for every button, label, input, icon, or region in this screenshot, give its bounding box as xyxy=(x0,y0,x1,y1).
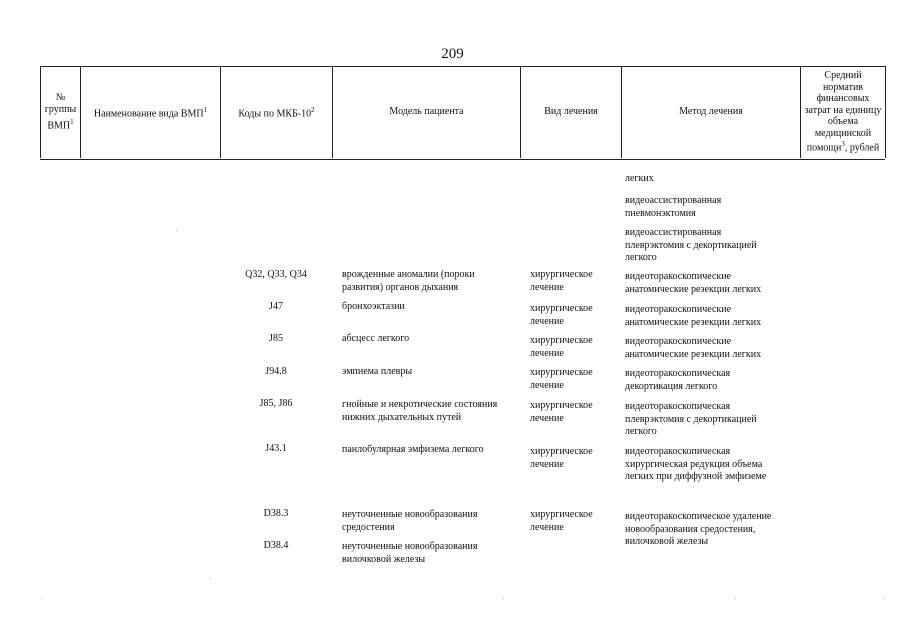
table-row-code: J85 xyxy=(269,333,283,344)
table-row-method: видеоторакоскопическая хирургическая редукция объема легких при диффузной эмфиземе xyxy=(625,446,767,482)
footnote-marker: 1 xyxy=(203,105,208,114)
table-row-model: гнойные и некротические состояния нижних дыхательных путей xyxy=(342,399,498,423)
scan-speck xyxy=(210,578,211,579)
footnote-marker: 2 xyxy=(311,105,315,114)
table-row-treatment: хирургическое лечение xyxy=(530,335,593,359)
header-icd-codes: Коды по МКБ-$10^2$ xyxy=(238,105,315,120)
table-row-code: J43.1 xyxy=(265,443,287,454)
table-row-code: J94.8 xyxy=(265,366,287,377)
footnote-marker: 3 xyxy=(841,140,845,149)
table-row-treatment: хирургическое лечение xyxy=(530,400,593,424)
scan-speck xyxy=(41,598,42,599)
table-row-model: бронхоэктазии xyxy=(342,301,405,312)
table-row-code: D38.3 xyxy=(263,508,289,519)
table-row-model: врожденные аномалии (пороки развития) органов дыхания xyxy=(342,269,475,293)
table-row-method: видеоторакоскопическое удаление новообразования средостения, вилочковой железы xyxy=(625,511,772,547)
header-treatment-method: Метод лечения xyxy=(679,106,743,117)
scan-speck xyxy=(884,598,885,599)
header-vmp-name: Наименование вида ВМП$^1$ xyxy=(93,105,208,120)
table-row-treatment: хирургическое лечение xyxy=(530,269,593,293)
table-row-method: видеоторакоскопическая плеврэктомия с декортикацией легкого xyxy=(625,401,757,437)
header-group-line-2: группы xyxy=(44,103,77,115)
header-treatment-type: Вид лечения xyxy=(544,106,598,117)
table-row-method: видеоторакоскопические анатомические резекции легких xyxy=(625,336,762,360)
table-row-code: J47 xyxy=(269,301,283,312)
table-row-method: видеоторакоскопические анатомические резекции легких xyxy=(625,271,762,295)
page-number: 209 xyxy=(441,46,464,62)
table-row-code: Q32, Q33, Q34 xyxy=(245,269,307,280)
scan-speck xyxy=(176,230,177,231)
table-row-treatment: хирургическое лечение xyxy=(530,446,593,470)
header-divider xyxy=(885,66,886,158)
table-row-treatment: хирургическое лечение xyxy=(530,303,593,327)
table-row-model: абсцесс легкого xyxy=(342,333,410,344)
header-average-cost: Средний норматив финансовых затрат на единицу объема медицинской помощи$^3$, рублей xyxy=(804,70,882,154)
table-row-model: панлобулярная эмфизема легкого xyxy=(342,444,484,455)
table-row-method: видеоторакоскопические анатомические резекции легких xyxy=(625,304,762,328)
table-row-model: неуточненные новообразования вилочковой железы xyxy=(342,541,478,565)
continued-method: легких xyxy=(625,173,654,184)
table-row-method: видеоторакоскопическая декортикация легкого xyxy=(625,368,731,392)
table-row-treatment: хирургическое лечение xyxy=(530,367,593,391)
continued-method: видеоассистированная плеврэктомия с декортикацией легкого xyxy=(625,227,757,263)
table-row-code: J85, J86 xyxy=(259,398,293,409)
header-group-line-1: № xyxy=(55,91,66,103)
header-group-number xyxy=(41,66,80,158)
continued-method: видеоассистированная пневмонэктомия xyxy=(625,195,722,219)
table-row-treatment: хирургическое лечение xyxy=(530,509,593,533)
header-group-line-3: ВМП xyxy=(47,120,71,132)
table-row-model: неуточненные новообразования средостения xyxy=(342,509,478,533)
footnote-marker: 1 xyxy=(70,117,74,126)
table-row-model: эмпиема плевры xyxy=(342,366,413,377)
table-row-code: D38.4 xyxy=(263,540,289,551)
scan-speck xyxy=(735,598,736,599)
header-patient-model: Модель пациента xyxy=(389,106,464,117)
scan-speck xyxy=(503,598,504,599)
